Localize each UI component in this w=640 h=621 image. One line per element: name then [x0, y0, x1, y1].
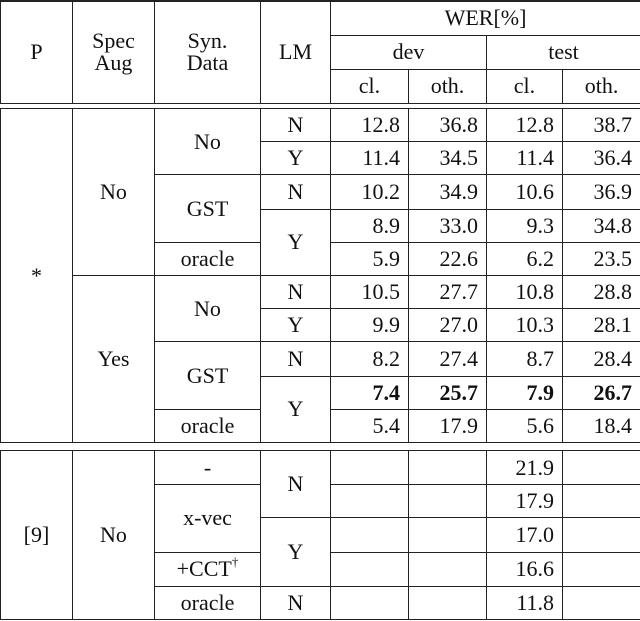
test-cl-cell: 12.8	[487, 109, 563, 142]
header-test-cl: cl.	[487, 69, 563, 103]
ref-test-cl-cell: 21.9	[487, 451, 563, 485]
dev-oth-cell: 27.4	[409, 342, 487, 376]
syn-data-cell: oracle	[155, 242, 261, 275]
main-p-cell: *	[1, 109, 73, 443]
empty-cell	[331, 586, 409, 619]
lm-cell: Y	[261, 309, 331, 342]
test-oth-cell-best: 26.7	[563, 376, 640, 409]
test-cl-cell: 8.7	[487, 342, 563, 376]
spec-aug-cell: Yes	[73, 275, 155, 442]
dev-oth-cell: 17.9	[409, 409, 487, 442]
header-dev-oth: oth.	[409, 69, 487, 103]
results-table-header	[0, 0, 640, 104]
ref-lm-cell: N	[261, 586, 331, 619]
test-oth-cell: 36.9	[563, 175, 640, 209]
syn-data-cell: oracle	[155, 409, 261, 442]
empty-cell	[563, 451, 640, 485]
dev-cl-cell: 11.4	[331, 142, 409, 175]
dev-cl-cell: 10.2	[331, 175, 409, 209]
empty-cell	[331, 552, 409, 586]
dev-cl-cell: 10.5	[331, 275, 409, 308]
test-cl-cell: 10.8	[487, 275, 563, 308]
ref-syn-cell: oracle	[155, 586, 261, 619]
ref-lm-cell: Y	[261, 518, 331, 586]
syn-data-cell: No	[155, 275, 261, 341]
test-cl-cell: 9.3	[487, 209, 563, 242]
test-cl-cell: 10.3	[487, 309, 563, 342]
dagger-footnote-mark: †	[231, 554, 239, 570]
ref-test-cl-cell: 17.9	[487, 485, 563, 518]
header-wer: WER[%]	[331, 1, 640, 35]
test-oth-cell: 28.8	[563, 275, 640, 308]
results-table-main	[0, 108, 640, 443]
empty-cell	[409, 552, 487, 586]
ref-test-cl-cell: 11.8	[487, 586, 563, 619]
empty-cell	[409, 518, 487, 552]
header-dev: dev	[331, 35, 487, 69]
test-oth-cell: 34.8	[563, 209, 640, 242]
test-oth-cell: 18.4	[563, 409, 640, 442]
table-row	[1, 109, 640, 142]
dev-cl-cell-best: 7.4	[331, 376, 409, 409]
header-test: test	[487, 35, 640, 69]
results-table-reference	[0, 450, 640, 620]
test-cl-cell: 5.6	[487, 409, 563, 442]
ref-lm-cell: N	[261, 451, 331, 518]
dev-cl-cell: 5.9	[331, 242, 409, 275]
lm-cell: N	[261, 109, 331, 142]
lm-cell: N	[261, 275, 331, 308]
dev-cl-cell: 8.9	[331, 209, 409, 242]
test-cl-cell-best: 7.9	[487, 376, 563, 409]
empty-cell	[563, 552, 640, 586]
empty-cell	[563, 485, 640, 518]
spec-aug-cell: No	[73, 109, 155, 276]
dev-oth-cell-best: 25.7	[409, 376, 487, 409]
header-lm: LM	[261, 1, 331, 103]
dev-cl-cell: 12.8	[331, 109, 409, 142]
ref-spec-aug-cell: No	[73, 451, 155, 620]
lm-cell: N	[261, 342, 331, 376]
header-syn-data: Syn. Data	[155, 1, 261, 103]
test-oth-cell: 36.4	[563, 142, 640, 175]
syn-data-cell: GST	[155, 342, 261, 409]
empty-cell	[409, 586, 487, 619]
table-row	[1, 451, 640, 485]
syn-data-cell: GST	[155, 175, 261, 242]
dev-oth-cell: 22.6	[409, 242, 487, 275]
ref-test-cl-cell: 17.0	[487, 518, 563, 552]
empty-cell	[409, 485, 487, 518]
empty-cell	[409, 451, 487, 485]
ref-syn-cell: x-vec	[155, 485, 261, 552]
dev-cl-cell: 5.4	[331, 409, 409, 442]
dev-oth-cell: 27.7	[409, 275, 487, 308]
empty-cell	[563, 518, 640, 552]
empty-cell	[563, 586, 640, 619]
ref-syn-cell: +CCT†	[155, 552, 261, 586]
lm-cell: N	[261, 175, 331, 209]
empty-cell	[331, 485, 409, 518]
dev-oth-cell: 36.8	[409, 109, 487, 142]
test-oth-cell: 28.4	[563, 342, 640, 376]
header-test-oth: oth.	[563, 69, 640, 103]
lm-cell: Y	[261, 376, 331, 442]
dev-oth-cell: 34.9	[409, 175, 487, 209]
header-spec-aug: Spec Aug	[73, 1, 155, 103]
test-oth-cell: 23.5	[563, 242, 640, 275]
table-row	[1, 275, 640, 308]
header-dev-cl: cl.	[331, 69, 409, 103]
empty-cell	[331, 451, 409, 485]
test-oth-cell: 38.7	[563, 109, 640, 142]
dev-oth-cell: 34.5	[409, 142, 487, 175]
empty-cell	[331, 518, 409, 552]
test-cl-cell: 10.6	[487, 175, 563, 209]
dev-cl-cell: 9.9	[331, 309, 409, 342]
ref-test-cl-cell: 16.6	[487, 552, 563, 586]
ref-syn-cell: -	[155, 451, 261, 485]
ref-p-cell: [9]	[1, 451, 73, 620]
dev-cl-cell: 8.2	[331, 342, 409, 376]
syn-data-cell: No	[155, 109, 261, 175]
dev-oth-cell: 27.0	[409, 309, 487, 342]
dev-oth-cell: 33.0	[409, 209, 487, 242]
lm-cell: Y	[261, 142, 331, 175]
test-oth-cell: 28.1	[563, 309, 640, 342]
lm-cell: Y	[261, 209, 331, 275]
test-cl-cell: 6.2	[487, 242, 563, 275]
test-cl-cell: 11.4	[487, 142, 563, 175]
header-p: P	[1, 1, 73, 103]
